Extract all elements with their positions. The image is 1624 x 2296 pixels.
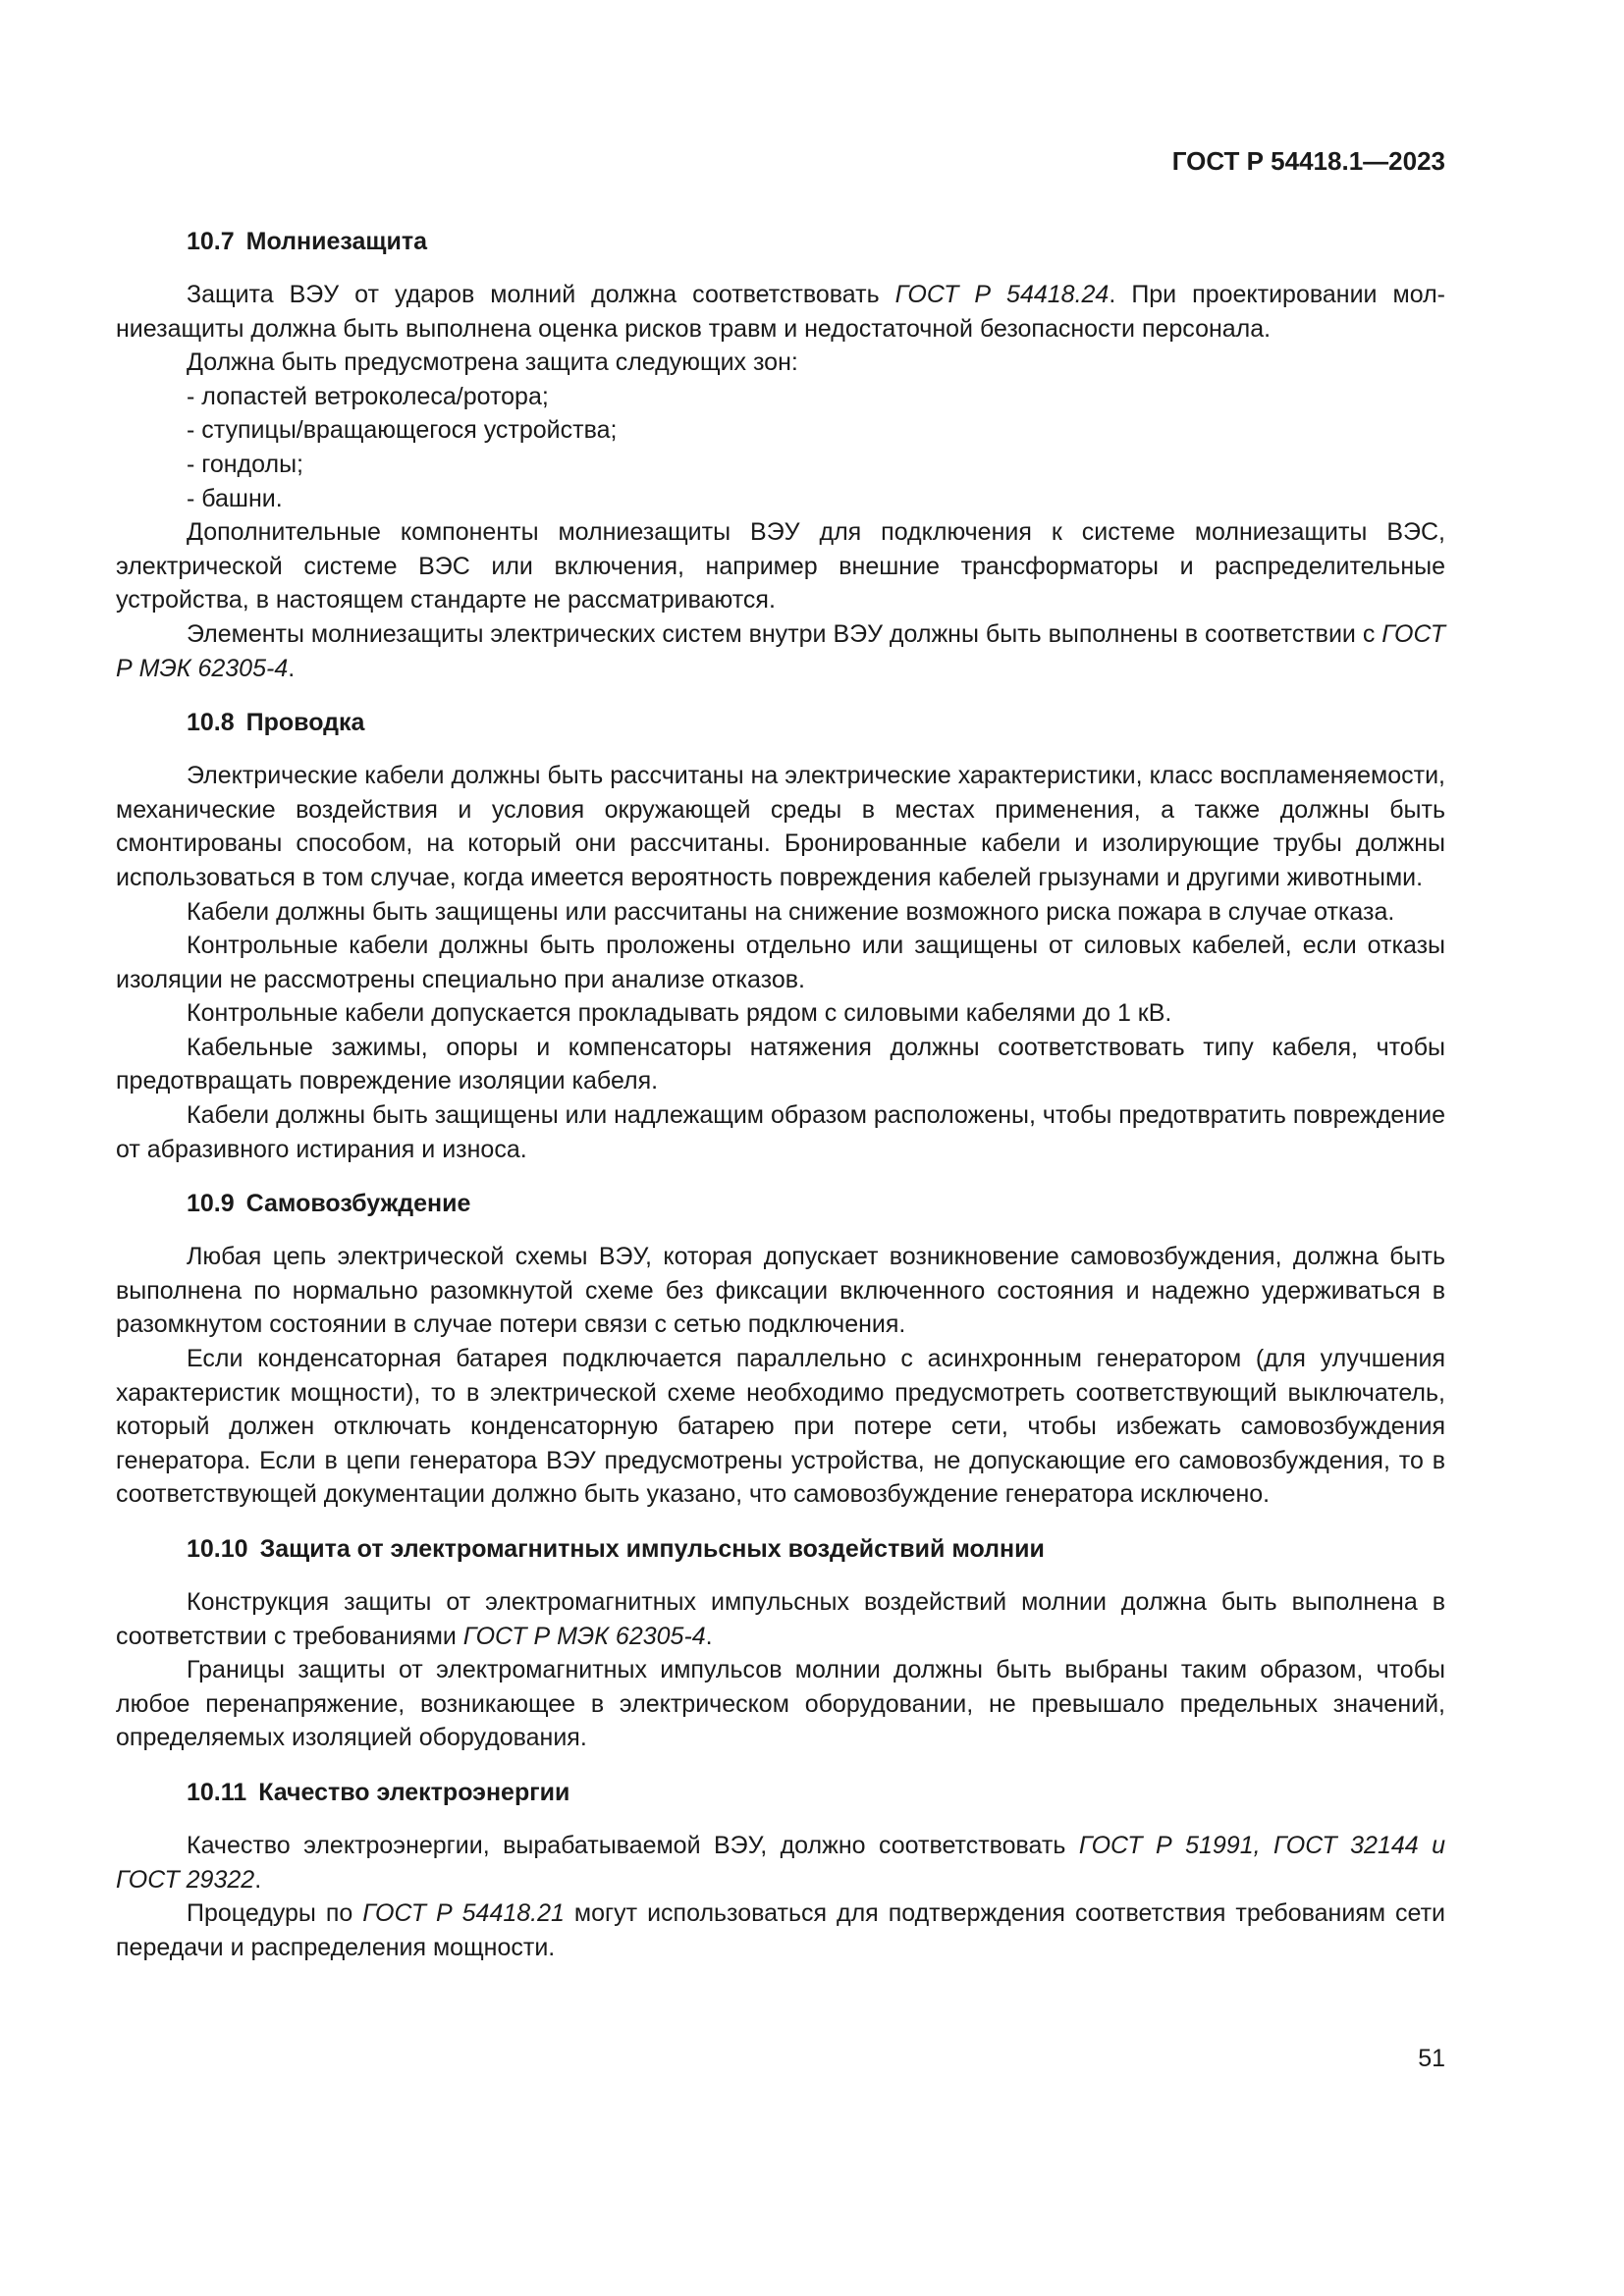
- list-item: - башни.: [187, 484, 283, 512]
- standard-reference: ГОСТ Р 54418.21: [362, 1899, 565, 1928]
- section-heading: [116, 225, 1445, 258]
- paragraph: Дополнительные компоненты молниезащиты ВЭУ для подключения к системе молниезащиты ВЭС, электрической системе ВЭС или включения, например внешние трансформаторы и распределительные устройства, в настоящем стандарте не рассматриваются.: [116, 518, 1445, 614]
- paragraph: Кабели должны быть защищены или надлежащим образом расположены, чтобы предотвратить повреждение от абразивного истирания и износа.: [116, 1101, 1445, 1163]
- section-heading: [116, 1776, 1445, 1809]
- paragraph: Электрические кабели должны быть рассчитаны на электрические характеристики, класс воспламеняемости, механические воздействия и условия окружающей среды в местах применения, а также должны быть смонтированы способом, на который они рассчитаны. Бронированные кабели и изолирующие трубы должны использоваться в том случае, когда имеется вероятность повреждения кабелей грызунами и другими животными.: [116, 762, 1445, 891]
- section-number: 10.10: [187, 1535, 248, 1563]
- paragraph: Границы защиты от электромагнитных импульсов молнии должны быть выбраны таким образом, чтобы любое перенапряжение, возникающее в электрическом оборудовании, не превышало предельных значений, определяемых изоляцией оборудования.: [116, 1656, 1445, 1752]
- section-title: Проводка: [245, 709, 365, 737]
- paragraph: Кабельные зажимы, опоры и компенсаторы натяжения должны соответствовать типу кабеля, чтобы предотвращать повреждение изоляции кабеля.: [116, 1033, 1445, 1095]
- section-title: Защита от электромагнитных импульсных воздействий молнии: [259, 1535, 1045, 1563]
- section-title: Молниезащита: [245, 228, 428, 255]
- section-number: 10.8: [187, 709, 235, 737]
- paragraph: Элементы молниезащиты электрических систем внутри ВЭУ должны быть выполнены в соответствии с ГОСТ Р МЭК 62305-4.: [116, 619, 1445, 682]
- list-item: - ступицы/вращающегося устройства;: [187, 416, 618, 445]
- paragraph: Защита ВЭУ от ударов молний должна соответствовать ГОСТ Р 54418.24. При проектировании молниезащиты должна быть выполнена оценка рисков травм и недостаточной безопасности персонала.: [116, 281, 1445, 343]
- paragraph: Качество электроэнергии, вырабатываемой ВЭУ, должно соответствовать ГОСТ Р 51991, ГОСТ 32144 и ГОСТ 29322.: [116, 1831, 1445, 1894]
- section-heading: [116, 706, 1445, 739]
- section-10-8: [116, 706, 1445, 1166]
- section-10-11: [116, 1776, 1445, 1964]
- paragraph: Если конденсаторная батарея подключается параллельно с асинхронным генератором (для улучшения характеристик мощности), то в электрической схеме необходимо предусмотреть соответствующий выключатель, который должен отключать конденсаторную батарею при потере сети, чтобы избежать самовозбуждения генератора. Если в цепи генератора ВЭУ предусмотрены устройства, не допускающие его самовозбуждения, то в соответствующей документации должно быть указано, что самовозбуждение генератора исключено.: [116, 1345, 1445, 1509]
- list-item: - гондолы;: [187, 450, 303, 478]
- section-heading: [116, 1187, 1445, 1220]
- paragraph: Конструкция защиты от электромагнитных импульсных воздействий молнии должна быть выполнена в соответствии с требованиями ГОСТ Р МЭК 62305-4.: [116, 1588, 1445, 1650]
- paragraph: Контрольные кабели допускается прокладывать рядом с силовыми кабелями до 1 кВ.: [187, 999, 1172, 1028]
- section-number: 10.9: [187, 1190, 235, 1218]
- paragraph: Должна быть предусмотрена защита следующих зон:: [187, 348, 798, 377]
- section-number: 10.11: [187, 1778, 247, 1806]
- section-number: 10.7: [187, 228, 235, 255]
- standard-reference: ГОСТ Р МЭК 62305-4: [462, 1622, 706, 1650]
- section-10-9: [116, 1187, 1445, 1512]
- section-heading: [116, 1532, 1445, 1566]
- section-10-7: [116, 225, 1445, 685]
- document-page: [116, 0, 1445, 2296]
- paragraph: Процедуры по ГОСТ Р 54418.21 могут использоваться для подтверждения соответствия требованиям сети передачи и распределения мощности.: [116, 1899, 1445, 1961]
- standard-reference: ГОСТ Р 54418.24: [894, 281, 1110, 308]
- section-10-10: [116, 1532, 1445, 1755]
- page-number: 51: [1418, 2045, 1445, 2072]
- paragraph: Любая цепь электрической схемы ВЭУ, которая допускает возникновение самовозбуждения, должна быть выполнена по нормально разомкнутой схеме без фиксации включенного состояния и надежно удерживаться в разомкнутом состоянии в случае потери связи с сетью подключения.: [116, 1243, 1445, 1339]
- standard-reference: ГОСТ Р МЭК 62305-4: [116, 619, 1445, 682]
- document-body: [116, 225, 1445, 1964]
- section-title: Самовозбуждение: [245, 1190, 471, 1218]
- paragraph: Контрольные кабели должны быть проложены отдельно или защищены от силовых кабелей, если отказы изоляции не рассмотрены специально при анализе отказов.: [116, 932, 1445, 993]
- list-item: - лопастей ветроколеса/ротора;: [187, 382, 549, 410]
- document-id: ГОСТ Р 54418.1—2023: [1171, 146, 1445, 176]
- section-title: Качество электроэнергии: [258, 1778, 570, 1806]
- standard-reference: ГОСТ Р 51991, ГОСТ 32144 и ГОСТ 29322: [116, 1831, 1445, 1894]
- paragraph: Кабели должны быть защищены или рассчитаны на снижение возможного риска пожара в случае отказа.: [187, 897, 1395, 926]
